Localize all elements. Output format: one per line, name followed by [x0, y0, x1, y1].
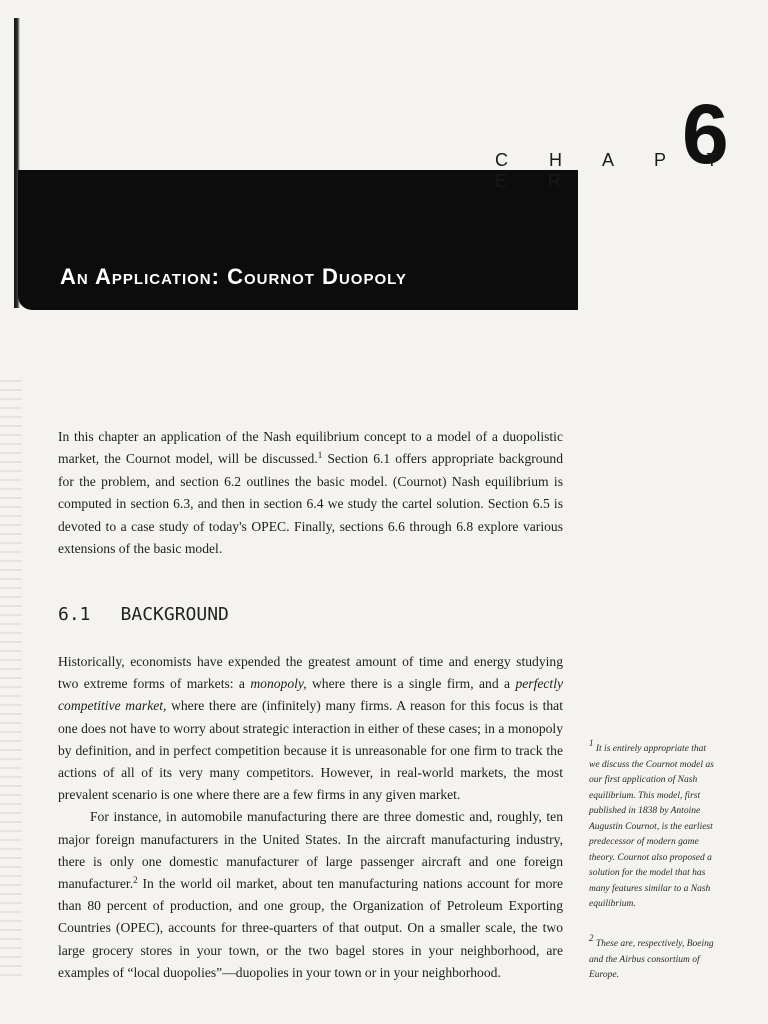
term-monopoly: monopoly,: [250, 676, 307, 692]
footnote-2-marker: 2: [589, 933, 594, 943]
chapter-title: An Application: Cournot Duopoly: [60, 264, 407, 289]
chapter-number: 6: [682, 87, 729, 181]
para1-text-c: where there are (infinitely) many firms. A reason for this focus is that one does not have to worry about strategic interaction in either of these cases; in a monopoly by definition, and in perfect competition because it is unreasonable for one firm to track the actions of all of its very many competitors. However, in real-world markets, the most prevalent scenario is one where there are a few firms in any given market.: [58, 698, 563, 803]
intro-paragraph: [58, 426, 563, 560]
footnote-1: [589, 738, 717, 913]
para1-text-b: where there is a single firm, and a: [306, 676, 516, 692]
section-title: BACKGROUND: [120, 604, 229, 625]
paragraph-markets: [58, 651, 563, 806]
section-number: 6.1: [58, 604, 91, 625]
chapter-label: C H A P T E R: [495, 150, 736, 191]
footnote-ref-2: 2: [133, 875, 138, 886]
section-heading: [58, 604, 229, 625]
page-edge-texture: [0, 380, 22, 980]
footnote-ref-1: 1: [317, 450, 323, 461]
para1-text-a: Historically, economists have expended the greatest amount of time and energy studying two extreme forms of markets: a: [58, 654, 563, 692]
para2-text-b: In the world oil market, about ten manufacturing nations account for more than 80 percent of production, and one group, the Organization of Petroleum Exporting Countries (OPEC), accounts for three-quarters of that output. On a smaller scale, the two large grocery stores in your town, or the two bagel stores in your neighborhood, are examples of “local duopolies”—duopolies in your town or in your neighborhood.: [58, 876, 563, 980]
footnote-2: [589, 933, 717, 984]
footnote-1-text: It is entirely appropriate that we discuss the Cournot model as our first application of Nash equilibrium. This model, first published in 1838 by Antoine Augustin Cournot, is the earliest predecessor of modern game theory. Cournot also proposed a solution for the model that has many features similar to a Nash equilibrium.: [589, 744, 714, 909]
footnote-1-marker: 1: [589, 738, 594, 748]
footnote-2-text: These are, respectively, Boeing and the Airbus consortium of Europe.: [589, 939, 714, 980]
intro-text-a: In this chapter an application of the Nash equilibrium concept to a model of a duopolistic market, the Cournot model, will be discussed.: [58, 429, 563, 467]
para2-text-a: For instance, in automobile manufacturing there are three domestic and, roughly, ten major foreign manufacturers in the United States. In the aircraft manufacturing industry, there is only one domestic manufacturer of large passenger aircraft and one foreign manufacturer.: [58, 809, 563, 892]
section-body: [58, 651, 563, 984]
paragraph-examples: [58, 806, 563, 984]
intro-text-b: Section 6.1 offers appropriate background for the problem, and section 6.2 outlines the basic model. (Cournot) Nash equilibrium is computed in section 6.3, and then in section 6.4 we study the cartel solution. Section 6.5 is devoted to a case study of today's OPEC. Finally, sections 6.6 through 6.8 explore various extensions of the basic model.: [58, 451, 563, 557]
term-perfect-market: perfectly competitive market,: [58, 676, 564, 714]
